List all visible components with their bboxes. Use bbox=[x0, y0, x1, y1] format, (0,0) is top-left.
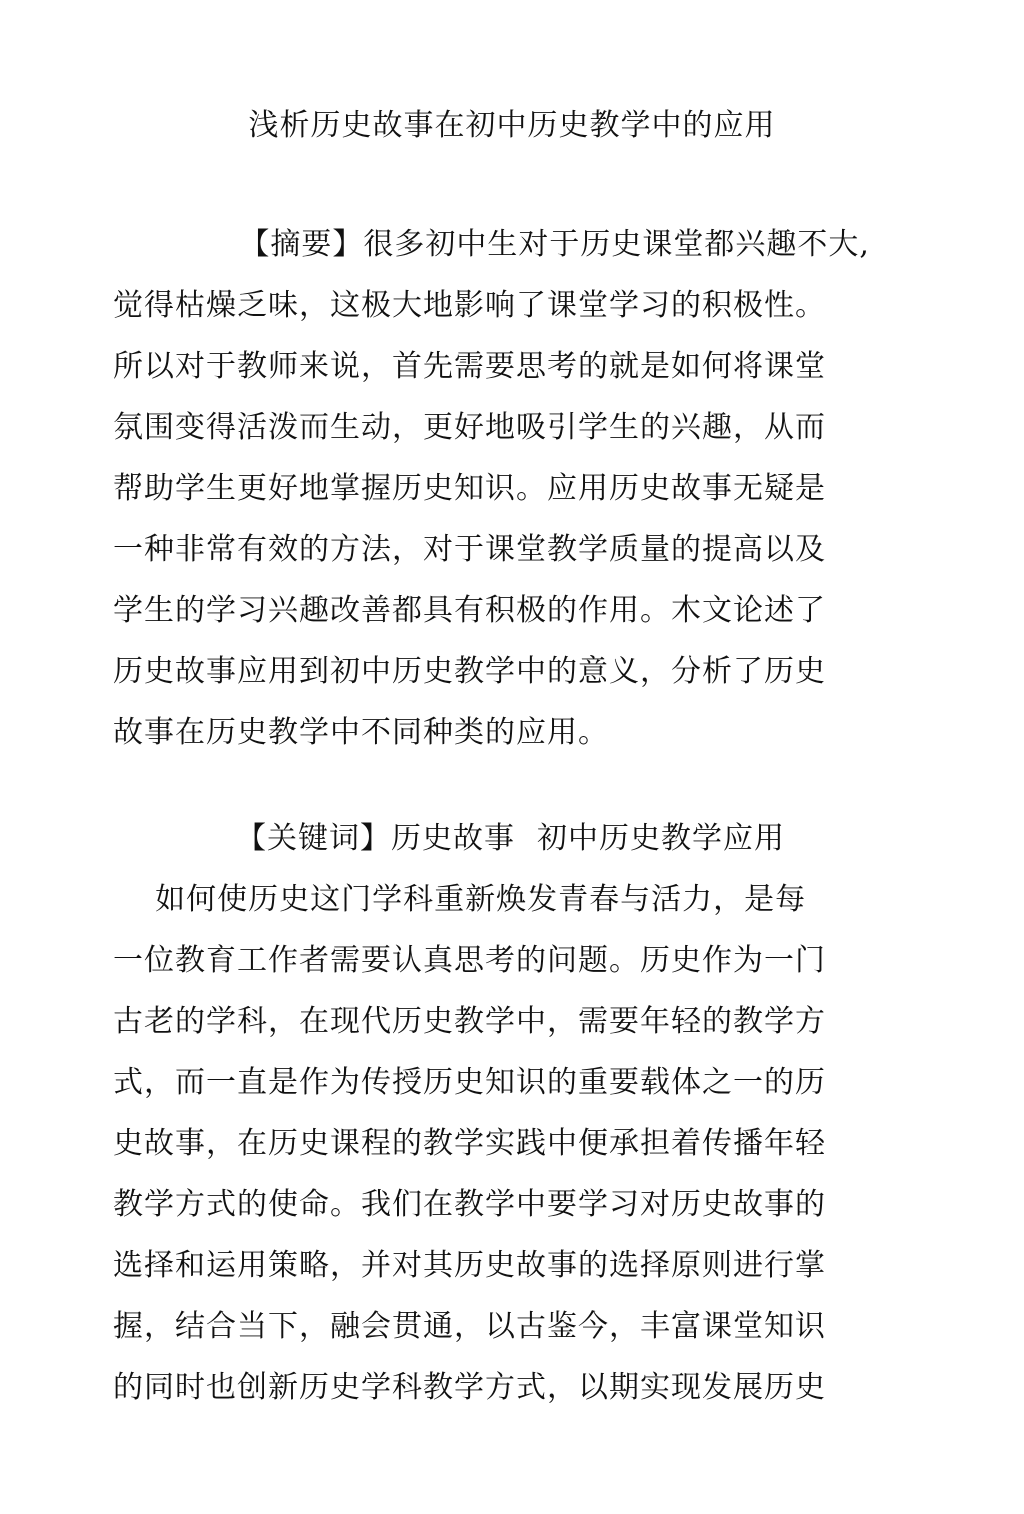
keywords-line bbox=[236, 808, 785, 869]
body-section bbox=[113, 869, 873, 1418]
abstract-line: 帮助学生更好地掌握历史知识。应用历史故事无疑是 bbox=[113, 471, 826, 506]
abstract-line: 故事在历史教学中不同种类的应用。 bbox=[113, 715, 609, 750]
keywords-rest: 初中历史教学应用 bbox=[537, 821, 785, 856]
abstract-line: 历史故事应用到初中历史教学中的意义，分析了历史 bbox=[113, 654, 826, 689]
abstract-line: 学生的学习兴趣改善都具有积极的作用。木文论述了 bbox=[113, 593, 826, 628]
keywords-label: 【关键词】历史故事 bbox=[236, 821, 515, 856]
document-title: 浅析历史故事在初中历史教学中的应用 bbox=[248, 108, 776, 143]
abstract-line: 一种非常有效的方法，对于课堂教学质量的提高以及 bbox=[113, 532, 826, 567]
body-line: 史故事，在历史课程的教学实践中便承担着传播年轻 bbox=[113, 1126, 826, 1161]
body-line: 古老的学科，在现代历史教学中，需要年轻的教学方 bbox=[113, 1004, 826, 1039]
abstract-section bbox=[113, 214, 873, 763]
body-line: 教学方式的使命。我们在教学中要学习对历史故事的 bbox=[113, 1187, 826, 1222]
abstract-line: 氛围变得活泼而生动，更好地吸引学生的兴趣，从而 bbox=[113, 410, 826, 445]
body-line: 握，结合当下，融会贯通，以古鉴今，丰富课堂知识 bbox=[113, 1309, 826, 1344]
body-line: 如何使历史这门学科重新焕发青春与活力，是每 bbox=[113, 882, 807, 917]
abstract-line: 觉得枯燥乏味，这极大地影响了课堂学习的积极性。 bbox=[113, 288, 826, 323]
abstract-line: 【摘要】很多初中生对于历史课堂都兴趣不大, bbox=[113, 227, 870, 262]
body-line: 的同时也创新历史学科教学方式，以期实现发展历史 bbox=[113, 1370, 826, 1405]
body-line: 一位教育工作者需要认真思考的问题。历史作为一门 bbox=[113, 943, 826, 978]
abstract-line: 所以对于教师来说，首先需要思考的就是如何将课堂 bbox=[113, 349, 826, 384]
body-line: 选择和运用策略，并对其历史故事的选择原则进行掌 bbox=[113, 1248, 826, 1283]
body-line: 式，而一直是作为传授历史知识的重要载体之一的历 bbox=[113, 1065, 826, 1100]
